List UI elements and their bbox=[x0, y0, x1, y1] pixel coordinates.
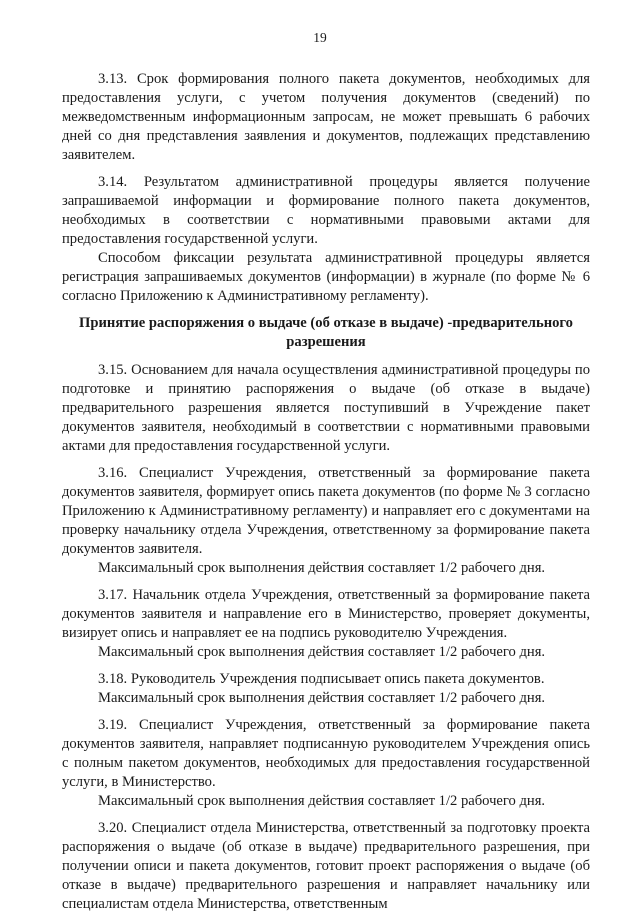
max-time-3-19: Максимальный срок выполнения действия составляет 1/2 рабочего дня. bbox=[98, 793, 546, 809]
paragraph-3-20: 3.20. Специалист отдела Министерства, ответственный за подготовку проекта распоряжения о выдаче (об отказе в выдаче) предварительного разрешения, при получении описи и пакета документов, готовит проект распоряжения о выдаче (об отказе в выдаче) предварительного разрешения и направляет начальнику или специалистам отдела Министерства, ответственным bbox=[62, 820, 590, 912]
max-time-3-17: Максимальный срок выполнения действия составляет 1/2 рабочего дня. bbox=[98, 644, 546, 660]
max-time-3-16: Максимальный срок выполнения действия составляет 1/2 рабочего дня. bbox=[98, 560, 546, 576]
page-number: 19 bbox=[313, 30, 327, 45]
paragraph-3-14-fixation: Способом фиксации результата административной процедуры является регистрация запрашиваемых документов (информации) в журнале (по форме № 6 согласно Приложению к Административному регламенту). bbox=[62, 250, 590, 304]
paragraph-3-17: 3.17. Начальник отдела Учреждения, ответственный за формирование пакета документов заявителя и направление его в Министерство, проверяет документы, визирует опись и направляет ее на подпись руководителю Учреждения. bbox=[62, 587, 590, 641]
paragraph-3-15: 3.15. Основанием для начала осуществления административной процедуры по подготовке и принятию распоряжения о выдаче (об отказе в выдаче) предварительного разрешения является поступивший в Учреждение пакет документов заявителя, необходимый в соответствии с нормативными правовыми актами для предоставления государственной услуги. bbox=[62, 362, 590, 454]
max-time-3-18: Максимальный срок выполнения действия составляет 1/2 рабочего дня. bbox=[98, 690, 546, 706]
paragraph-3-16: 3.16. Специалист Учреждения, ответственный за формирование пакета документов заявителя, формирует опись пакета документов (по форме № 3 согласно Приложению к Административному регламенту) и направляет его с документами на проверку начальнику отдела Учреждения, ответственному за формирование пакета документов заявителя. bbox=[62, 465, 590, 557]
section-heading: Принятие распоряжения о выдаче (об отказе в выдаче) -предварительного разрешения bbox=[79, 315, 573, 350]
paragraph-3-13: 3.13. Срок формирования полного пакета документов, необходимых для предоставления услуги, с учетом получения документов (сведений) по межведомственным информационным запросам, не может превышать 6 рабочих дней со дня представления заявления и документов, подлежащих представлению заявителем. bbox=[62, 71, 590, 163]
document-body bbox=[62, 70, 590, 914]
paragraph-3-19: 3.19. Специалист Учреждения, ответственный за формирование пакета документов заявителя, направляет подписанную руководителем Учреждения опись с полным пакетом документов, необходимых для предоставления государственной услуги, в Министерство. bbox=[62, 717, 590, 790]
paragraph-3-14: 3.14. Результатом административной процедуры является получение запрашиваемой информации и формирование полного пакета документов, необходимых в соответствии с нормативными правовыми актами для предоставления государственной услуги. bbox=[62, 174, 590, 247]
paragraph-3-18: 3.18. Руководитель Учреждения подписывает опись пакета документов. bbox=[98, 671, 545, 687]
